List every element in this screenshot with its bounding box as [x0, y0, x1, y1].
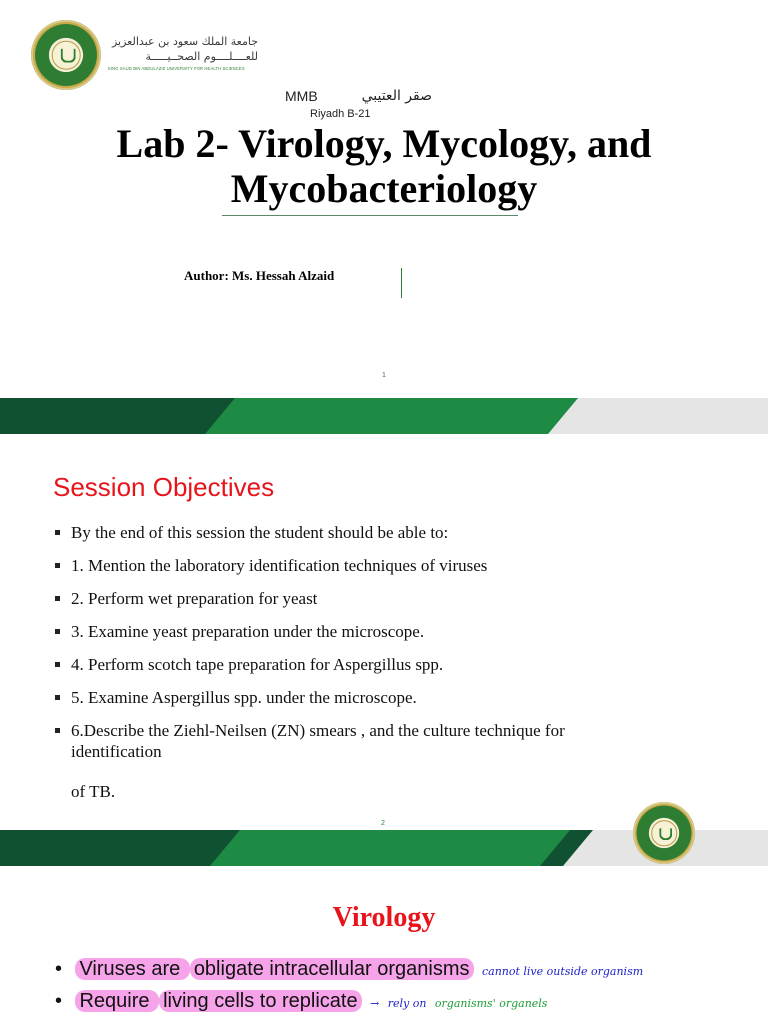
slide-footer-banner	[0, 398, 768, 434]
list-item: 1. Mention the laboratory identification techniques of viruses	[54, 555, 654, 576]
university-seal-icon	[633, 802, 695, 864]
page-number: 2	[381, 820, 385, 827]
logo-arabic-name: جامعة الملك سعود بن عبدالعزيز للعــــلــــوم الصحــيـــــة	[111, 35, 258, 63]
list-item: 6.Describe the Ziehl-Neilsen (ZN) smears , and the culture technique for identification	[54, 720, 654, 762]
note-arabic-name: صقر العتيبي	[361, 88, 432, 104]
text-cursor	[401, 268, 402, 298]
page-number: 1	[382, 372, 386, 379]
list-item: By the end of this session the student should be able to:	[54, 522, 654, 543]
virology-heading: Virology	[332, 902, 436, 933]
note-mmb: MMB	[285, 88, 318, 104]
handwritten-note: rely on	[387, 997, 427, 1010]
list-item: 2. Perform wet preparation for yeast	[54, 588, 654, 609]
arrow-icon: →	[370, 997, 380, 1010]
bullet-icon: •	[55, 990, 63, 1012]
objective-continuation: of TB.	[71, 782, 116, 801]
note-riyadh: Riyadh B-21	[310, 108, 371, 120]
title-underline	[222, 215, 518, 216]
highlighted-text: Viruses are	[75, 958, 189, 980]
bullet-row	[55, 990, 547, 1018]
virology-slide	[0, 866, 768, 1024]
list-item: 3. Examine yeast preparation under the microscope.	[54, 621, 654, 642]
highlighted-text: obligate intracellular organisms	[190, 958, 474, 980]
author-line: Author: Ms. Hessah Alzaid	[184, 268, 335, 283]
university-seal-icon	[31, 20, 101, 90]
title-slide	[0, 0, 768, 398]
list-item: 4. Perform scotch tape preparation for Aspergillus spp.	[54, 654, 654, 675]
highlighted-text: Require	[75, 990, 159, 1012]
bullet-icon: •	[55, 958, 63, 980]
handwritten-note: cannot live outside organism	[481, 965, 644, 978]
highlighted-text: living cells to replicate	[159, 990, 362, 1012]
logo-english-name: KING SAUD BIN ABDULAZIZ UNIVERSITY FOR HEALTH SCIENCES	[108, 66, 245, 71]
list-item: 5. Examine Aspergillus spp. under the microscope.	[54, 687, 654, 708]
slide-title-line1: Lab 2- Virology, Mycology, and	[116, 121, 652, 166]
handwritten-note: organisms' organels	[434, 997, 548, 1010]
bullet-row	[55, 958, 643, 986]
objectives-slide	[0, 434, 768, 830]
slide-title-line2: Mycobacteriology	[230, 166, 538, 211]
objectives-list	[54, 522, 654, 774]
objectives-heading: Session Objectives	[53, 472, 275, 502]
